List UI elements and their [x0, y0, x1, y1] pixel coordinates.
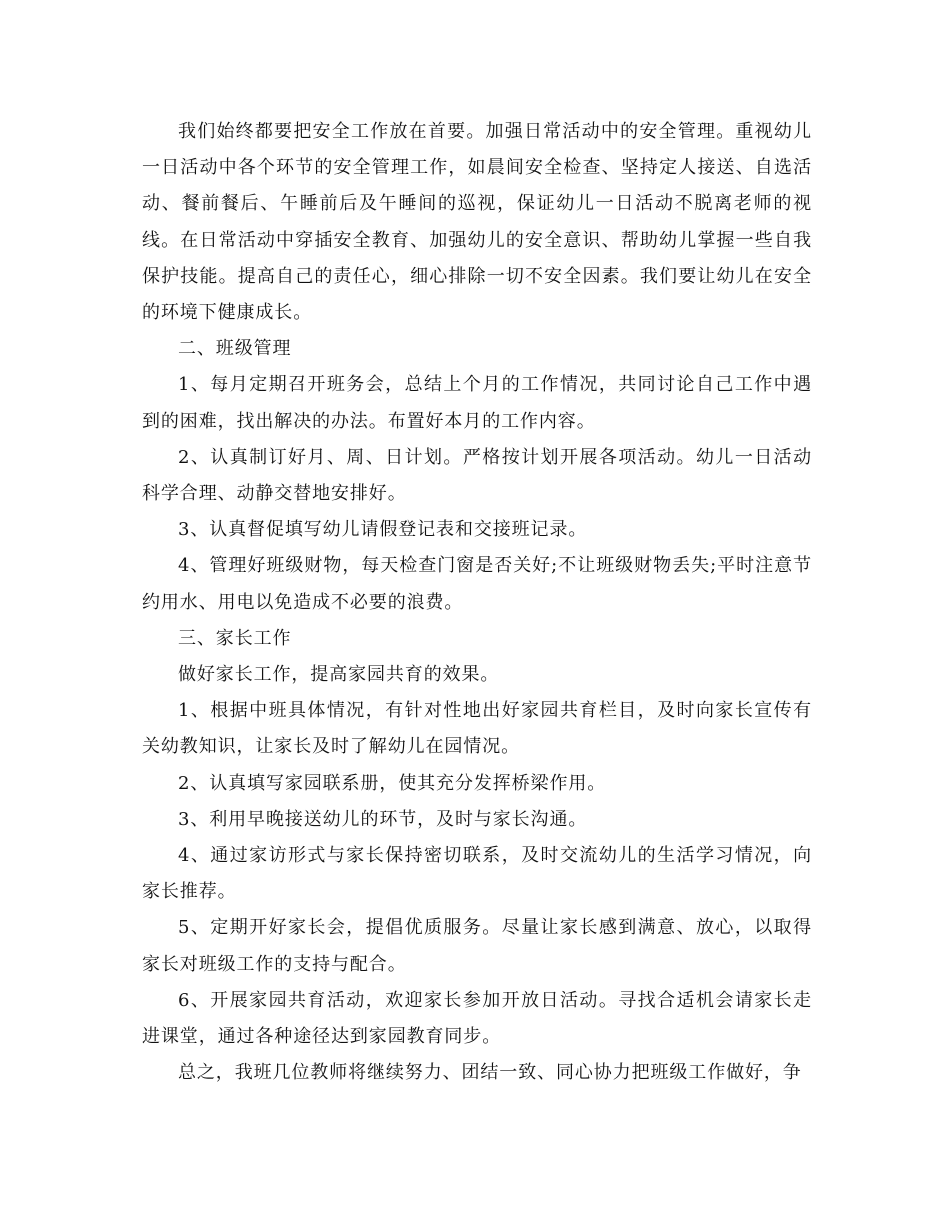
paragraph-parent-item-1: 1、根据中班具体情况，有针对性地出好家园共育栏目，及时向家长宣传有关幼教知识，让家长及时了解幼儿在园情况。 — [142, 700, 812, 758]
section-heading-parent-work: 三、家长工作 — [178, 627, 292, 649]
document-body — [142, 114, 812, 1091]
paragraph-parent-item-3: 3、利用早晚接送幼儿的环节，及时与家长沟通。 — [178, 808, 588, 830]
paragraph-conclusion: 总之，我班几位教师将继续努力、团结一致、同心协力把班级工作做好，争 — [178, 1062, 802, 1084]
paragraph-parent-intro: 做好家长工作，提高家园共育的效果。 — [178, 664, 500, 686]
paragraph-parent-item-4: 4、通过家访形式与家长保持密切联系，及时交流幼儿的生活学习情况，向家长推荐。 — [142, 845, 812, 903]
paragraph-class-item-4: 4、管理好班级财物，每天检查门窗是否关好;不让班级财物丢失;平时注意节约用水、用电以免造成不必要的浪费。 — [142, 555, 812, 613]
paragraph-parent-item-5: 5、定期开好家长会，提倡优质服务。尽量让家长感到满意、放心，以取得家长对班级工作的支持与配合。 — [142, 917, 812, 975]
paragraph-parent-item-2: 2、认真填写家园联系册，使其充分发挥桥梁作用。 — [178, 772, 607, 794]
paragraph-class-item-3: 3、认真督促填写幼儿请假登记表和交接班记录。 — [178, 519, 588, 541]
paragraph-safety: 我们始终都要把安全工作放在首要。加强日常活动中的安全管理。重视幼儿一日活动中各个环节的安全管理工作，如晨间安全检查、坚持定人接送、自选活动、餐前餐后、午睡前后及午睡间的巡视，保证幼儿一日活动不脱离老师的视线。在日常活动中穿插安全教育、加强幼儿的安全意识、帮助幼儿掌握一些自我保护技能。提高自己的责任心，细心排除一切不安全因素。我们要让幼儿在安全的环境下健康成长。 — [142, 121, 812, 324]
section-heading-class-management: 二、班级管理 — [178, 338, 292, 360]
paragraph-class-item-1: 1、每月定期召开班务会，总结上个月的工作情况，共同讨论自己工作中遇到的困难，找出解决的办法。布置好本月的工作内容。 — [142, 374, 812, 432]
paragraph-parent-item-6: 6、开展家园共育活动，欢迎家长参加开放日活动。寻找合适机会请家长走进课堂，通过各种途径达到家园教育同步。 — [142, 989, 812, 1048]
paragraph-class-item-2: 2、认真制订好月、周、日计划。严格按计划开展各项活动。幼儿一日活动科学合理、动静交替地安排好。 — [142, 446, 812, 505]
